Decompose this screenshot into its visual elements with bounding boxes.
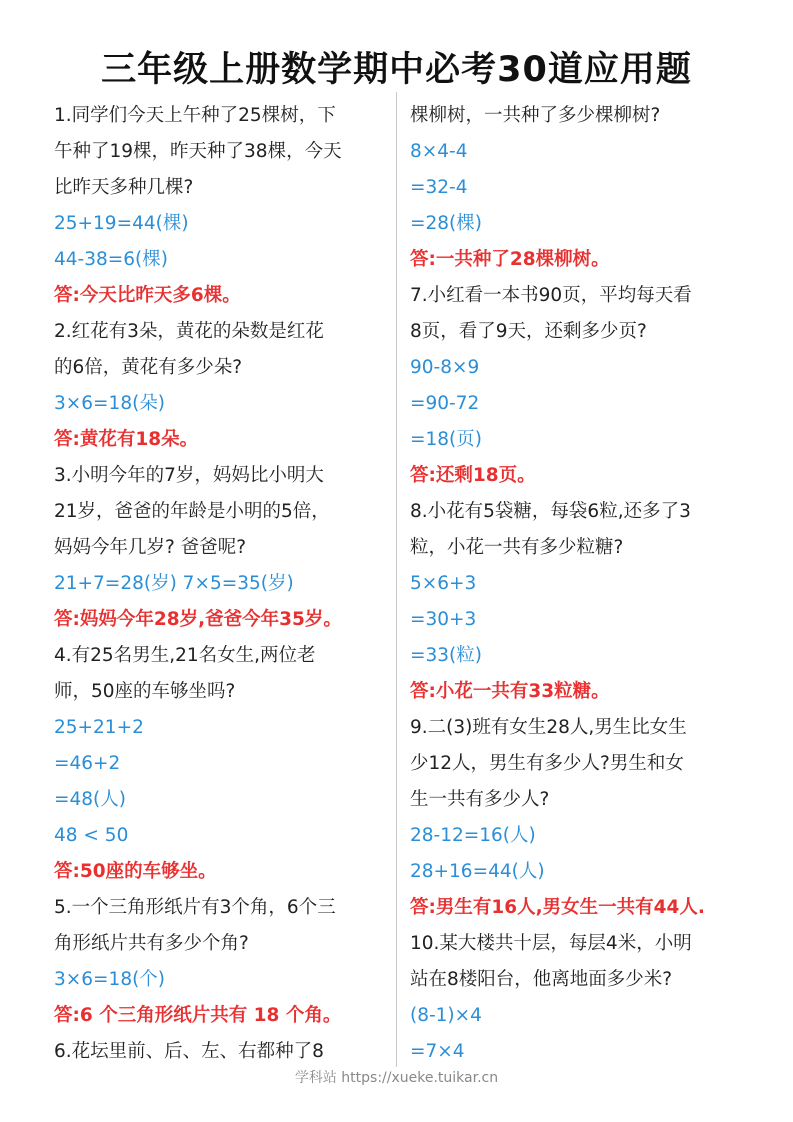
answer-line: 答:今天比昨天多6棵。 [54, 285, 241, 306]
solution-line: 28+16=44(人) [410, 861, 545, 882]
question-line: 6.花坛里前、后、左、右都种了8 [54, 1041, 324, 1062]
solution-line: 8×4-4 [410, 141, 468, 162]
solution-line: =33(粒) [410, 645, 482, 666]
question-line: 1.同学们今天上午种了25棵树，下 [54, 105, 336, 126]
column-divider [396, 92, 397, 1067]
answer-line: 答:妈妈今年28岁,爸爸今年35岁。 [54, 609, 342, 630]
question-line: 少12人，男生有多少人?男生和女 [410, 753, 684, 774]
answer-line: 答:50座的车够坐。 [54, 861, 217, 882]
page-title: 三年级上册数学期中必考30道应用题 [101, 50, 692, 90]
footer-watermark: 学科站 https://xueke.tuikar.cn [294, 1070, 499, 1086]
solution-line: =46+2 [54, 753, 121, 774]
question-line: 3.小明今年的7岁，妈妈比小明大 [54, 465, 324, 486]
question-line: 8页，看了9天，还剩多少页? [410, 321, 647, 342]
question-line: 午种了19棵，昨天种了38棵，今天 [54, 141, 342, 162]
question-line: 10.某大楼共十层，每层4米，小明 [410, 933, 692, 954]
solution-line: 3×6=18(个) [54, 969, 166, 990]
question-line: 9.二(3)班有女生28人,男生比女生 [410, 717, 687, 738]
answer-line: 答:黄花有18朵。 [54, 429, 199, 450]
question-line: 棵柳树，一共种了多少棵柳树? [410, 105, 661, 126]
solution-line: =32-4 [410, 177, 468, 198]
question-line: 的6倍，黄花有多少朵? [54, 357, 243, 378]
solution-line: =18(页) [410, 429, 482, 450]
answer-line: 答:小花一共有33粒糖。 [410, 681, 610, 702]
answer-line: 答:一共种了28棵柳树。 [410, 249, 610, 270]
question-line: 角形纸片共有多少个角? [54, 933, 249, 954]
answer-line: 答:男生有16人,男女生一共有44人. [410, 897, 705, 918]
solution-line: =90-72 [410, 393, 480, 414]
solution-line: 3×6=18(朵) [54, 393, 166, 414]
answer-line: 答:6 个三角形纸片共有 18 个角。 [54, 1005, 342, 1026]
question-line: 5.一个三角形纸片有3个角，6个三 [54, 897, 336, 918]
solution-line: =48(人) [54, 789, 126, 810]
solution-line: 28-12=16(人) [410, 825, 536, 846]
left-column [54, 98, 388, 1070]
solution-line: 21+7=28(岁) 7×5=35(岁) [54, 573, 294, 594]
solution-line: 5×6+3 [410, 573, 477, 594]
question-line: 师，50座的车够坐吗? [54, 681, 236, 702]
answer-line: 答:还剩18页。 [410, 465, 536, 486]
solution-line: =28(棵) [410, 213, 482, 234]
right-column [410, 98, 748, 1070]
solution-line: 90-8×9 [410, 357, 480, 378]
question-line: 7.小红看一本书90页，平均每天看 [410, 285, 692, 306]
question-line: 比昨天多种几棵? [54, 177, 194, 198]
question-line: 粒，小花一共有多少粒糖? [410, 537, 624, 558]
question-line: 生一共有多少人? [410, 789, 550, 810]
question-line: 妈妈今年几岁? 爸爸呢? [54, 537, 247, 558]
solution-line: 25+19=44(棵) [54, 213, 189, 234]
solution-line: =30+3 [410, 609, 477, 630]
solution-line: =7×4 [410, 1041, 465, 1062]
solution-line: 25+21+2 [54, 717, 144, 738]
question-line: 4.有25名男生,21名女生,两位老 [54, 645, 316, 666]
question-line: 8.小花有5袋糖，每袋6粒,还多了3 [410, 501, 691, 522]
solution-line: 44-38=6(棵) [54, 249, 168, 270]
question-line: 2.红花有3朵，黄花的朵数是红花 [54, 321, 324, 342]
solution-line: (8-1)×4 [410, 1005, 482, 1026]
question-line: 21岁，爸爸的年龄是小明的5倍， [54, 501, 330, 522]
solution-line: 48 < 50 [54, 825, 129, 846]
question-line: 站在8楼阳台，他离地面多少米? [410, 969, 673, 990]
